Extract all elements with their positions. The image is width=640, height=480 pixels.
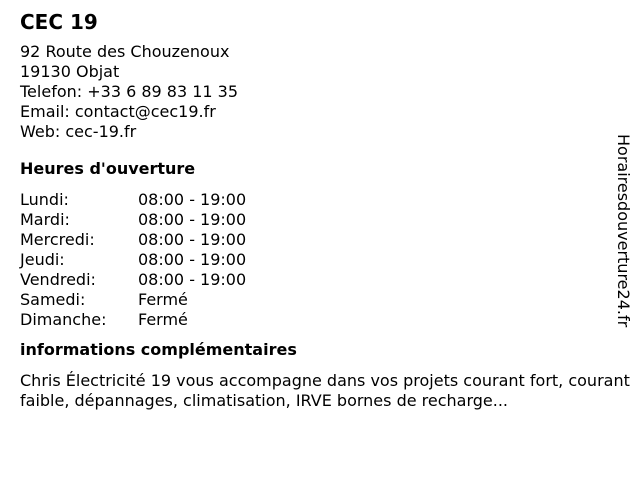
hours-time: 08:00 - 19:00 <box>138 190 247 209</box>
hours-time: Fermé <box>138 290 188 309</box>
hours-day: Mercredi: <box>20 230 95 249</box>
hours-time: 08:00 - 19:00 <box>138 230 247 249</box>
additional-info-text: Chris Électricité 19 vous accompagne dans vos projets courant fort, courant faible, dépannages, climatisation, IRVE bornes de recharge... <box>20 371 630 410</box>
city-postcode: 19130 Objat <box>20 62 120 81</box>
hours-day: Jeudi: <box>20 250 65 269</box>
phone-line: Telefon: +33 6 89 83 11 35 <box>20 82 239 101</box>
street-address: 92 Route des Chouzenoux <box>20 42 230 61</box>
hours-row <box>20 250 620 270</box>
hours-time: Fermé <box>138 310 188 329</box>
hours-day: Dimanche: <box>20 310 107 329</box>
web-line: Web: cec-19.fr <box>20 122 137 141</box>
email-line: Email: contact@cec19.fr <box>20 102 216 121</box>
hours-time: 08:00 - 19:00 <box>138 270 247 289</box>
hours-row <box>20 190 620 210</box>
hours-day: Mardi: <box>20 210 70 229</box>
hours-time: 08:00 - 19:00 <box>138 210 247 229</box>
hours-day: Samedi: <box>20 290 86 309</box>
hours-row <box>20 210 620 230</box>
additional-info-heading: informations complémentaires <box>20 340 297 359</box>
hours-row <box>20 290 620 310</box>
hours-time: 08:00 - 19:00 <box>138 250 247 269</box>
hours-row <box>20 230 620 250</box>
site-watermark: Horairesdouverture24.fr <box>614 134 633 328</box>
hours-row <box>20 270 620 290</box>
business-name: CEC 19 <box>20 10 98 34</box>
hours-row <box>20 310 620 330</box>
hours-day: Lundi: <box>20 190 69 209</box>
opening-hours-table <box>20 190 620 330</box>
opening-hours-heading: Heures d'ouverture <box>20 159 196 178</box>
hours-day: Vendredi: <box>20 270 96 289</box>
